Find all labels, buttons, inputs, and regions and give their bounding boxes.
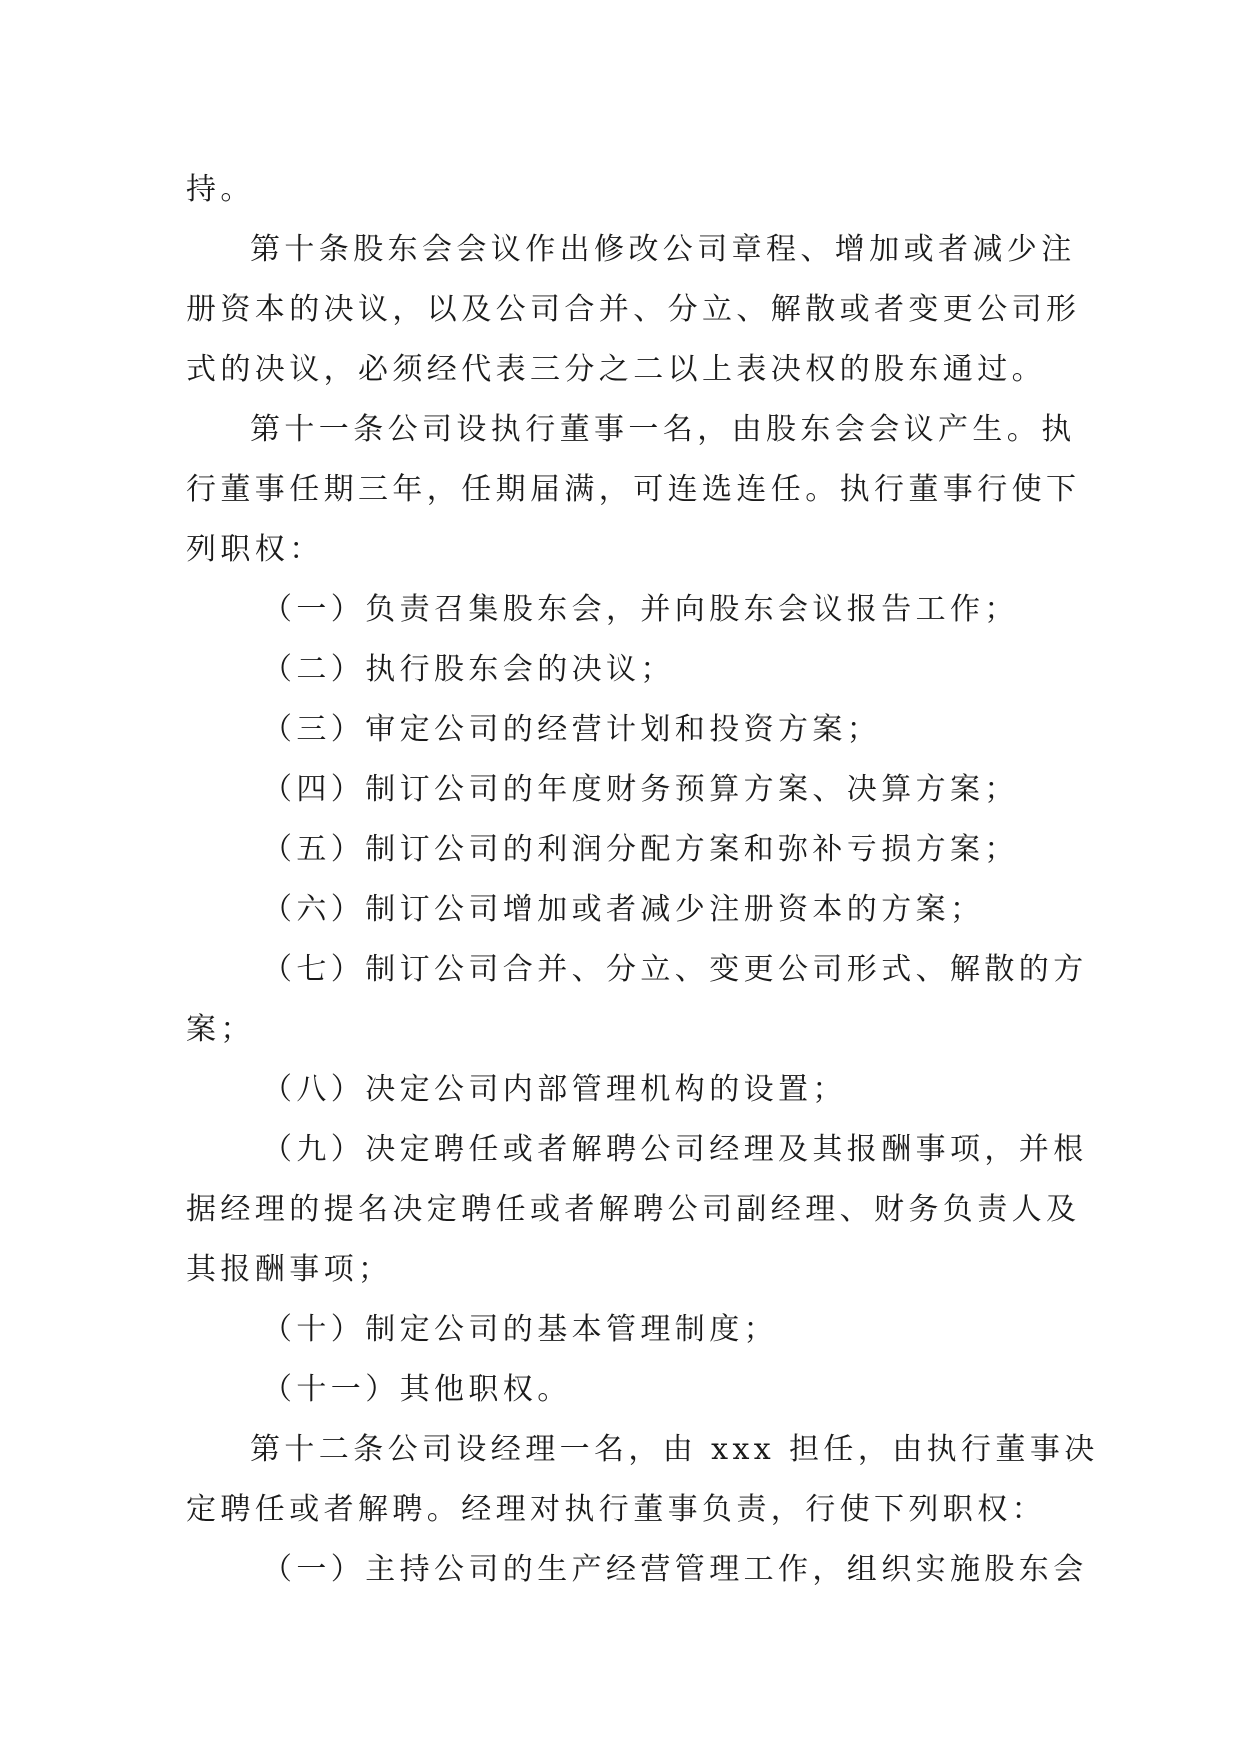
text-line: 列职权：	[186, 532, 324, 567]
article-11-line: 第十一条公司设执行董事一名，由股东会会议产生。执	[250, 412, 1076, 447]
text-line: 册资本的决议，以及公司合并、分立、解散或者变更公司形	[186, 292, 1081, 327]
text-line: 定聘任或者解聘。经理对执行董事负责，行使下列职权：	[186, 1492, 1046, 1527]
article-12-line: 第十二条公司设经理一名，由 xxx 担任，由执行董事决	[250, 1432, 1099, 1467]
list-item: （五）制订公司的利润分配方案和弥补亏损方案；	[262, 832, 1019, 867]
list-item: （十）制定公司的基本管理制度；	[262, 1312, 778, 1347]
article-10-line: 第十条股东会会议作出修改公司章程、增加或者减少注	[250, 232, 1076, 267]
list-item: （二）执行股东会的决议；	[262, 652, 675, 687]
body-text	[186, 160, 1099, 1600]
list-item: （一）主持公司的生产经营管理工作，组织实施股东会	[262, 1552, 1088, 1587]
text-line: 行董事任期三年，任期届满，可连选连任。执行董事行使下	[186, 472, 1081, 507]
text-line: 其报酬事项；	[186, 1252, 393, 1287]
list-item: （一）负责召集股东会，并向股东会议报告工作；	[262, 592, 1019, 627]
list-item: （九）决定聘任或者解聘公司经理及其报酬事项，并根	[262, 1132, 1088, 1167]
list-item: （十一）其他职权。	[262, 1372, 572, 1407]
list-item: （八）决定公司内部管理机构的设置；	[262, 1072, 847, 1107]
text-line: 持。	[186, 172, 255, 207]
list-item: （四）制订公司的年度财务预算方案、决算方案；	[262, 772, 1019, 807]
list-item: （三）审定公司的经营计划和投资方案；	[262, 712, 882, 747]
list-item: （六）制订公司增加或者减少注册资本的方案；	[262, 892, 985, 927]
text-line: 式的决议，必须经代表三分之二以上表决权的股东通过。	[186, 352, 1046, 387]
text-line: 据经理的提名决定聘任或者解聘公司副经理、财务负责人及	[186, 1192, 1081, 1227]
list-item: （七）制订公司合并、分立、变更公司形式、解散的方	[262, 952, 1088, 987]
text-line: 案；	[186, 1012, 255, 1047]
